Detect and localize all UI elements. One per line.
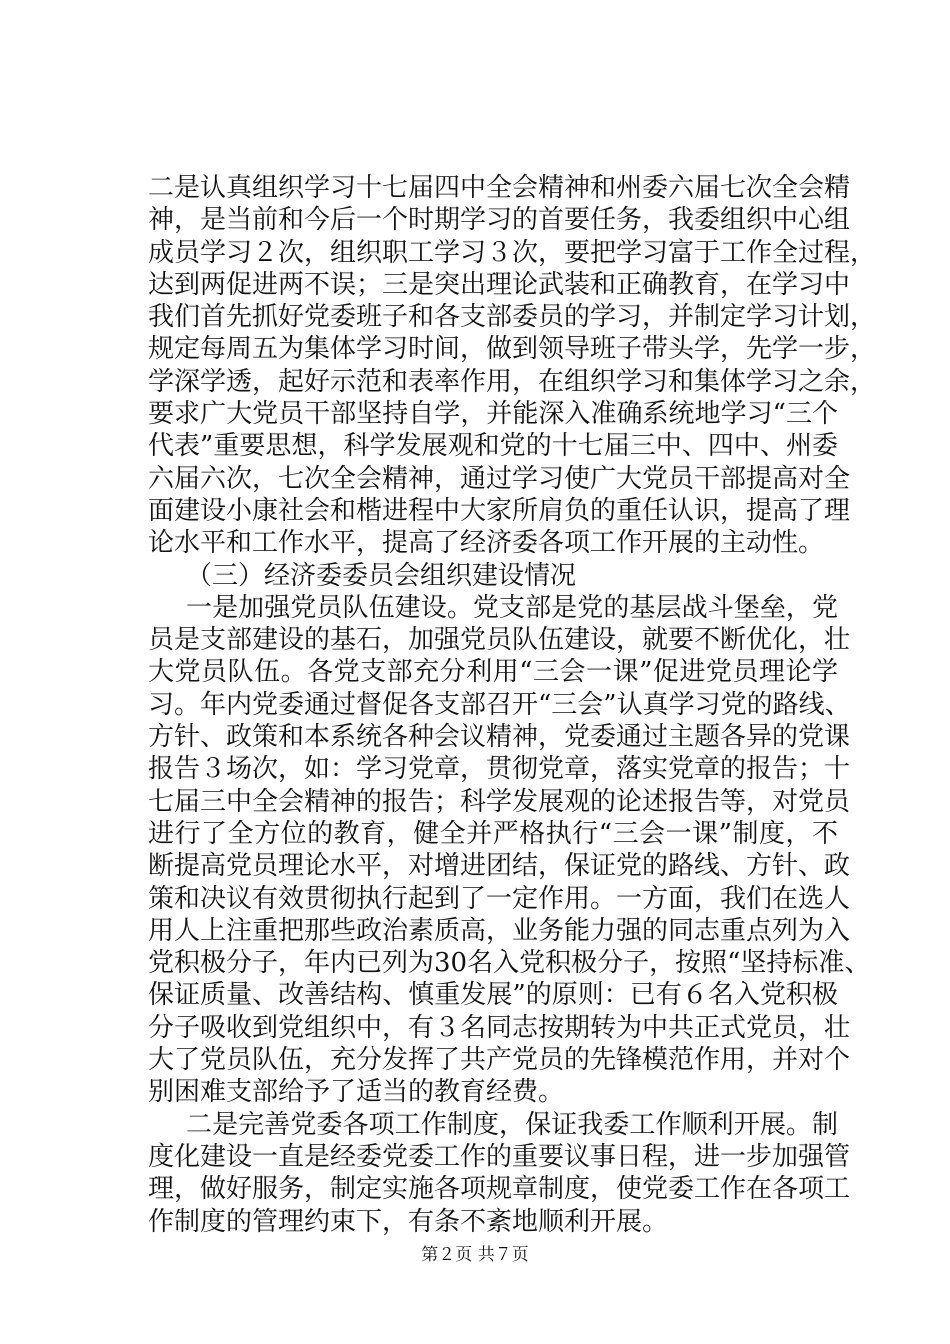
- text-line: 理，做好服务，制定实施各项规章制度，使党委工作在各项工: [148, 1174, 851, 1205]
- text-line: 方针、政策和本系统各种会议精神，党委通过主题各异的党课: [148, 722, 851, 753]
- text-line: 面建设小康社会和楷进程中大家所肩负的重任认识，提高了理: [148, 495, 851, 526]
- text-line: 学深学透，起好示范和表率作用，在组织学习和集体学习之余，: [148, 366, 877, 397]
- text-line: 七届三中全会精神的报告；科学发展观的论述报告等，对党员: [148, 786, 851, 817]
- text-line: 要求广大党员干部坚持自学，并能深入准确系统地学习“三个: [148, 399, 838, 430]
- text-line: 度化建设一直是经委党委工作的重要议事日程，进一步加强管: [148, 1141, 851, 1172]
- text-line: 论水平和工作水平，提高了经济委各项工作开展的主动性。: [148, 528, 825, 559]
- text-line: 策和决议有效贯彻执行起到了一定作用。一方面，我们在选人: [148, 883, 851, 914]
- text-line: 分子吸收到党组织中，有３名同志按期转为中共正式党员，壮: [148, 1012, 851, 1043]
- text-line: 六届六次，七次全会精神，通过学习使广大党员干部提高对全: [148, 463, 851, 494]
- text-line: 我们首先抓好党委班子和各支部委员的学习，并制定学习计划，: [148, 302, 877, 333]
- text-line: 达到两促进两不误；三是突出理论武装和正确教育，在学习中: [148, 269, 851, 300]
- page-footer: 第２页 共７页: [421, 1245, 529, 1265]
- text-line: 大了党员队伍，充分发挥了共产党员的先锋模范作用，并对个: [148, 1045, 851, 1076]
- text-line: 党积极分子，年内已列为30名入党积极分子，按照“坚持标准、: [148, 948, 871, 979]
- text-line: 进行了全方位的教育，健全并严格执行“三会一课”制度，不: [148, 818, 838, 849]
- text-line: 大党员队伍。各党支部充分利用“三会一课”促进党员理论学: [148, 657, 838, 688]
- text-line: 习。年内党委通过督促各支部召开“三会”认真学习党的路线、: [148, 689, 851, 720]
- text-line: 规定每周五为集体学习时间，做到领导班子带头学，先学一步，: [148, 334, 877, 365]
- text-line: 一是加强党员队伍建设。党支部是党的基层战斗堡垒，党: [186, 592, 838, 623]
- text-line: 员是支部建设的基石，加强党员队伍建设，就要不断优化，壮: [148, 625, 851, 656]
- text-line: 代表”重要思想，科学发展观和党的十七届三中、四中、州委: [148, 431, 838, 462]
- text-line: 报告３场次，如：学习党章，贯彻党章，落实党章的报告；十: [148, 754, 851, 785]
- text-line: 二是认真组织学习十七届四中全会精神和州委六届七次全会精: [148, 173, 851, 203]
- text-line: 二是完善党委各项工作制度，保证我委工作顺利开展。制: [186, 1109, 838, 1140]
- body-text: [148, 172, 877, 1238]
- text-line: 保证质量、改善结构、慎重发展”的原则：已有６名入党积极: [148, 980, 838, 1011]
- section-heading: （三）经济委委员会组织建设情况: [186, 560, 577, 591]
- text-line: 别困难支部给予了适当的教育经费。: [148, 1077, 565, 1108]
- text-line: 作制度的管理约束下，有条不紊地顺利开展。: [148, 1206, 669, 1237]
- text-line: 成员学习２次，组织职工学习３次，要把学习富于工作全过程，: [148, 237, 877, 268]
- text-line: 断提高党员理论水平，对增进团结，保证党的路线、方针、政: [148, 851, 851, 882]
- text-line: 神，是当前和今后一个时期学习的首要任务，我委组织中心组: [148, 205, 851, 236]
- text-line: 用人上注重把那些政治素质高，业务能力强的同志重点列为入: [148, 915, 851, 946]
